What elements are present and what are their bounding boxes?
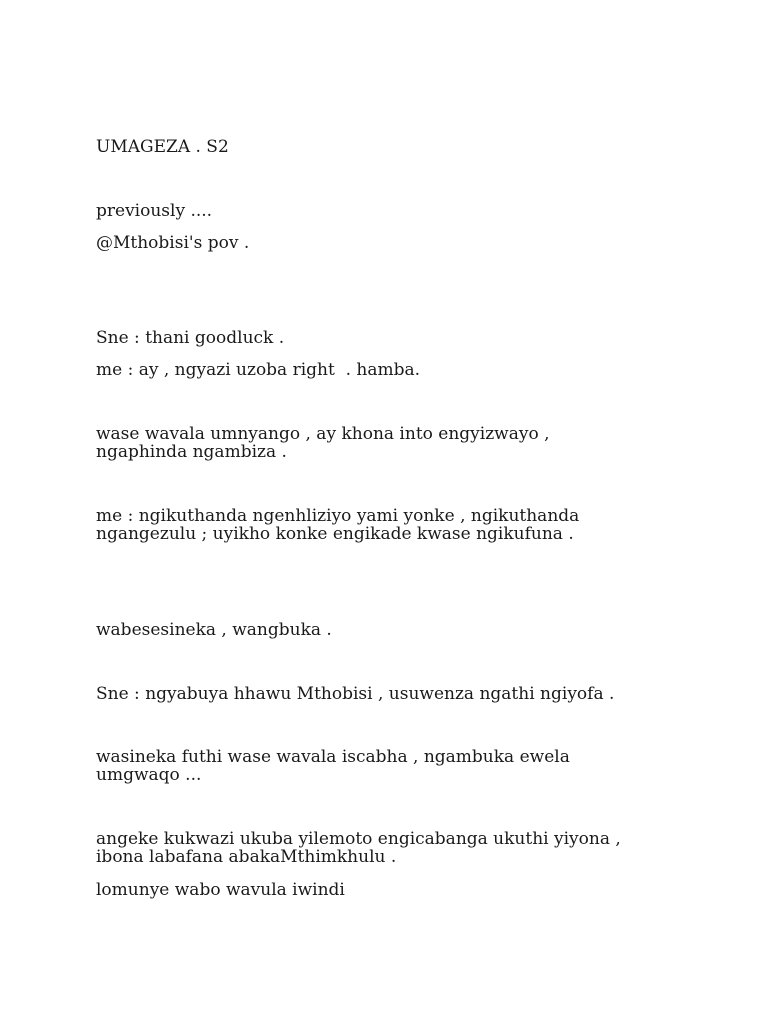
paragraph-narration-4: angeke kukwazi ukuba yilemoto engicabanga ukuthi yiyona , ibona labafana abakaMthimkhulu . [96, 829, 621, 867]
paragraph-dialogue-sne-2: Sne : ngyabuya hhawu Mthobisi , usuwenza ngathi ngiyofa . [96, 684, 615, 704]
paragraph-dialogue-me-2: me : ngikuthanda ngenhliziyo yami yonke , ngikuthanda ngangezulu ; uyikho konke engikade kwase ngikufuna . [96, 506, 580, 544]
paragraph-narration-1: wase wavala umnyango , ay khona into engyizwayo , ngaphinda ngambiza . [96, 424, 550, 462]
paragraph-dialogue-sne-1: Sne : thani goodluck . [96, 328, 285, 348]
paragraph-pov: @Mthobisi's pov . [96, 233, 250, 253]
paragraph-dialogue-me-1: me : ay , ngyazi uzoba right . hamba. [96, 360, 421, 380]
paragraph-previously: previously .... [96, 201, 213, 221]
paragraph-narration-2: wabesesineka , wangbuka . [96, 620, 332, 640]
paragraph-narration-3: wasineka futhi wase wavala iscabha , ngambuka ewela umgwaqo ... [96, 747, 570, 785]
paragraph-narration-5: lomunye wabo wavula iwindi [96, 880, 345, 900]
document-title: UMAGEZA . S2 [96, 137, 229, 157]
